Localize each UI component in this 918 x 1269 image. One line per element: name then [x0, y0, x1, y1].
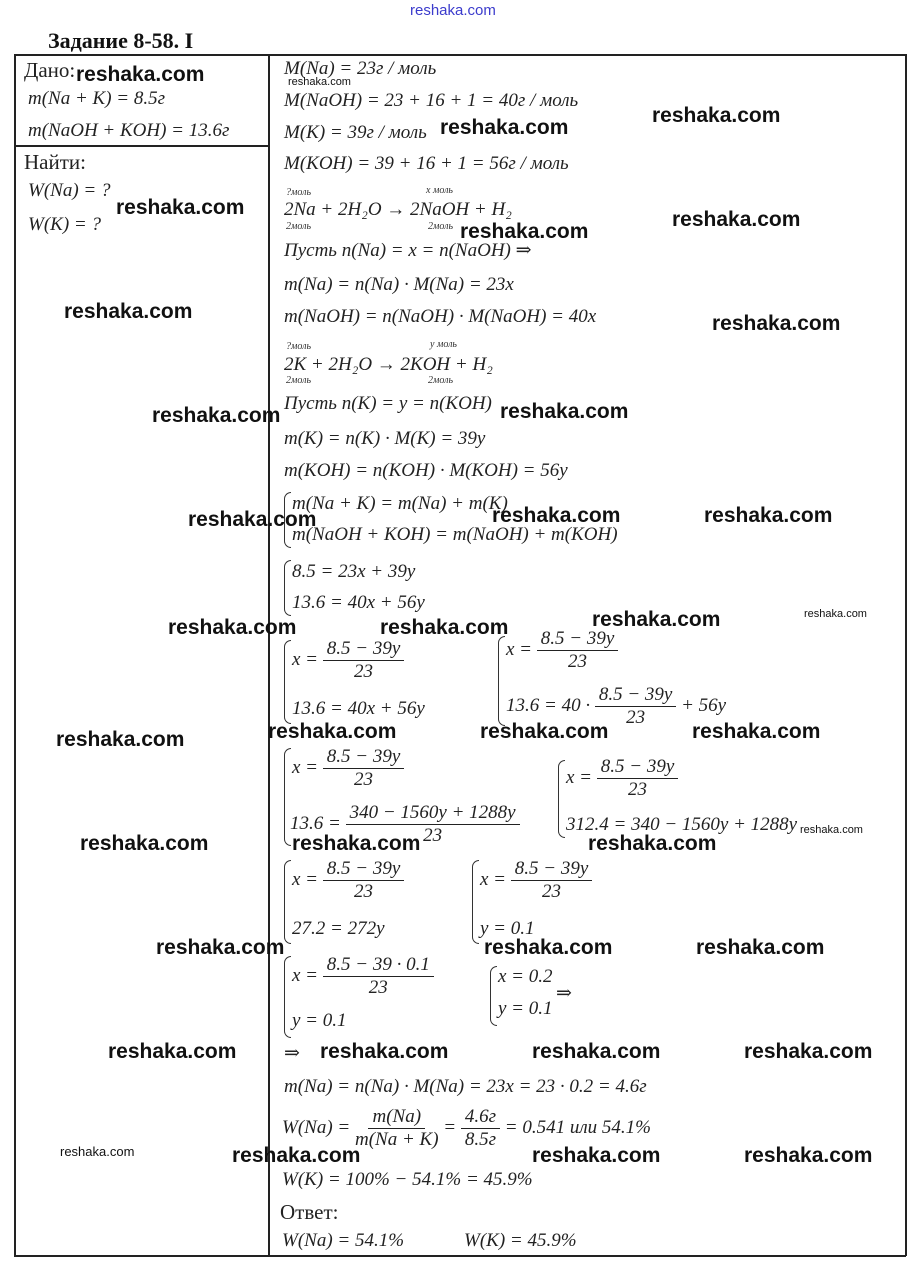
system9-eq2: y = 0.1: [292, 1010, 347, 1031]
molar-mass-na: M(Na) = 23г / моль: [284, 58, 437, 79]
answer-label: Ответ:: [280, 1200, 339, 1224]
system2-eq1: 8.5 = 23x + 39y: [292, 561, 416, 582]
let-k: Пусть n(K) = y = n(KOH): [284, 393, 492, 414]
system6-x: x = $\frac{8.5 - 39y}{23}$: [566, 756, 678, 801]
w-k-formula: W(K) = 100% − 54.1% = 45.9%: [282, 1169, 533, 1190]
system-brace: [284, 560, 291, 616]
find-label: Найти:: [24, 150, 86, 174]
watermark: reshaka.com: [652, 104, 781, 127]
watermark: reshaka.com: [168, 616, 297, 639]
reaction1-above-left: ?моль: [286, 187, 312, 198]
system-brace: [498, 636, 505, 726]
watermark: reshaka.com: [116, 196, 245, 219]
system-brace: [284, 956, 291, 1038]
answer-k: W(K) = 45.9%: [464, 1230, 577, 1251]
given-line: m(Na + K) = 8.5г: [28, 88, 166, 109]
watermark: reshaka.com: [704, 504, 833, 527]
watermark: reshaka.com: [500, 400, 629, 423]
watermark: reshaka.com: [588, 832, 717, 855]
watermark: reshaka.com: [804, 608, 867, 620]
find-line: W(K) = ?: [28, 214, 101, 235]
watermark: reshaka.com: [484, 936, 613, 959]
table-left-border: [14, 54, 16, 1256]
watermark: reshaka.com: [800, 824, 863, 836]
w-na-formula: W(Na) = $\frac{m(Na)}{m(Na + K)}$ = $\frac{4.6г}{8.5г}$ = 0.541 или 54.1%: [282, 1106, 651, 1150]
watermark: reshaka.com: [188, 508, 317, 531]
watermark: reshaka.com: [532, 1040, 661, 1063]
system5-eq2: 13.6 = $\frac{340 - 1560y + 1288y}{23}$: [290, 802, 520, 847]
watermark: reshaka.com: [60, 1144, 135, 1159]
implies-arrow: ⇒: [556, 983, 572, 1004]
reaction1-below-right: 2моль: [428, 221, 454, 232]
system10-x: x = 0.2: [498, 966, 553, 987]
mass-koh: m(KOH) = n(KOH) · M(KOH) = 56y: [284, 460, 568, 481]
find-line: W(Na) = ?: [28, 180, 111, 201]
reaction2-above-left: ?моль: [286, 341, 312, 352]
reaction2-above-right: y моль: [430, 339, 457, 350]
watermark: reshaka.com: [460, 220, 589, 243]
molar-mass-k: M(K) = 39г / моль: [284, 122, 427, 143]
system-brace: [490, 966, 497, 1026]
system1-eq2: m(NaOH + KOH) = m(NaOH) + m(KOH): [292, 524, 618, 545]
system2-eq2: 13.6 = 40x + 56y: [292, 592, 425, 613]
column-divider: [268, 54, 270, 1256]
watermark: reshaka.com: [672, 208, 801, 231]
system-brace: [472, 860, 479, 944]
table-bottom-border: [14, 1255, 906, 1257]
watermark: reshaka.com: [108, 1040, 237, 1063]
watermark: reshaka.com: [696, 936, 825, 959]
top-watermark: reshaka.com: [410, 2, 496, 19]
watermark: reshaka.com: [288, 76, 351, 88]
mass-na-final: m(Na) = n(Na) · M(Na) = 23x = 23 · 0.2 = 4.6г: [284, 1076, 647, 1097]
watermark: reshaka.com: [232, 1144, 361, 1167]
watermark: reshaka.com: [152, 404, 281, 427]
system7-x: x = $\frac{8.5 - 39y}{23}$: [292, 858, 404, 903]
reaction1-equation: 2Na + 2H₂O → 2NaOH + H₂: [284, 199, 512, 220]
mass-k: m(K) = n(K) · M(K) = 39y: [284, 428, 486, 449]
reaction1-below-left: 2моль: [286, 221, 312, 232]
reaction2-below-left: 2моль: [286, 375, 312, 386]
answer-na: W(Na) = 54.1%: [282, 1230, 405, 1251]
watermark: reshaka.com: [156, 936, 285, 959]
system1-eq1: m(Na + K) = m(Na) + m(K): [292, 493, 508, 514]
molar-mass-naoh: M(NaOH) = 23 + 16 + 1 = 40г / моль: [284, 90, 579, 111]
reaction1-above-right: x моль: [426, 185, 453, 196]
watermark: reshaka.com: [744, 1040, 873, 1063]
watermark: reshaka.com: [380, 616, 509, 639]
watermark: reshaka.com: [744, 1144, 873, 1167]
watermark: reshaka.com: [320, 1040, 449, 1063]
watermark: reshaka.com: [268, 720, 397, 743]
watermark: reshaka.com: [492, 504, 621, 527]
system4-x: x = $\frac{8.5 - 39y}{23}$: [506, 628, 618, 673]
system-brace: [284, 640, 291, 724]
system5-x: x = $\frac{8.5 - 39y}{23}$: [292, 746, 404, 791]
mass-na: m(Na) = n(Na) · M(Na) = 23x: [284, 274, 514, 295]
reaction2-equation: 2K + 2H₂O → 2KOH + H₂: [284, 354, 493, 375]
watermark: reshaka.com: [532, 1144, 661, 1167]
table-top-border: [14, 54, 906, 56]
system10-y: y = 0.1: [498, 998, 553, 1019]
given-label: Дано:: [24, 58, 76, 82]
task-title: Задание 8-58. I: [48, 28, 194, 53]
given-divider: [14, 145, 269, 147]
system8-x: x = $\frac{8.5 - 39y}{23}$: [480, 858, 592, 903]
watermark: reshaka.com: [692, 720, 821, 743]
watermark: reshaka.com: [80, 832, 209, 855]
system6-eq2: 312.4 = 340 − 1560y + 1288y: [566, 814, 798, 835]
implies-arrow: ⇒: [284, 1043, 300, 1064]
table-right-border: [905, 54, 907, 1256]
system9-x: x = $\frac{8.5 - 39 \cdot 0.1}{23}$: [292, 954, 434, 999]
given-line: m(NaOH + KOH) = 13.6г: [28, 120, 230, 141]
let-na: Пусть n(Na) = x = n(NaOH) ⇒: [284, 240, 532, 261]
system4-eq2: 13.6 = 40 · $\frac{8.5 - 39y}{23}$ + 56y: [506, 684, 727, 728]
watermark: reshaka.com: [76, 63, 205, 86]
watermark: reshaka.com: [480, 720, 609, 743]
watermark: reshaka.com: [712, 312, 841, 335]
system8-eq2: y = 0.1: [480, 918, 535, 939]
system-brace: [558, 760, 565, 838]
reaction2-below-right: 2моль: [428, 375, 454, 386]
system-brace: [284, 860, 291, 944]
watermark: reshaka.com: [292, 832, 421, 855]
watermark: reshaka.com: [56, 728, 185, 751]
system7-eq2: 27.2 = 272y: [292, 918, 385, 939]
system3-eq2: 13.6 = 40x + 56y: [292, 698, 425, 719]
watermark: reshaka.com: [64, 300, 193, 323]
watermark: reshaka.com: [592, 608, 721, 631]
system3-x: x = $\frac{8.5 - 39y}{23}$: [292, 638, 404, 683]
watermark: reshaka.com: [440, 116, 569, 139]
mass-naoh: m(NaOH) = n(NaOH) · M(NaOH) = 40x: [284, 306, 597, 327]
molar-mass-koh: M(KOH) = 39 + 16 + 1 = 56г / моль: [284, 153, 569, 174]
